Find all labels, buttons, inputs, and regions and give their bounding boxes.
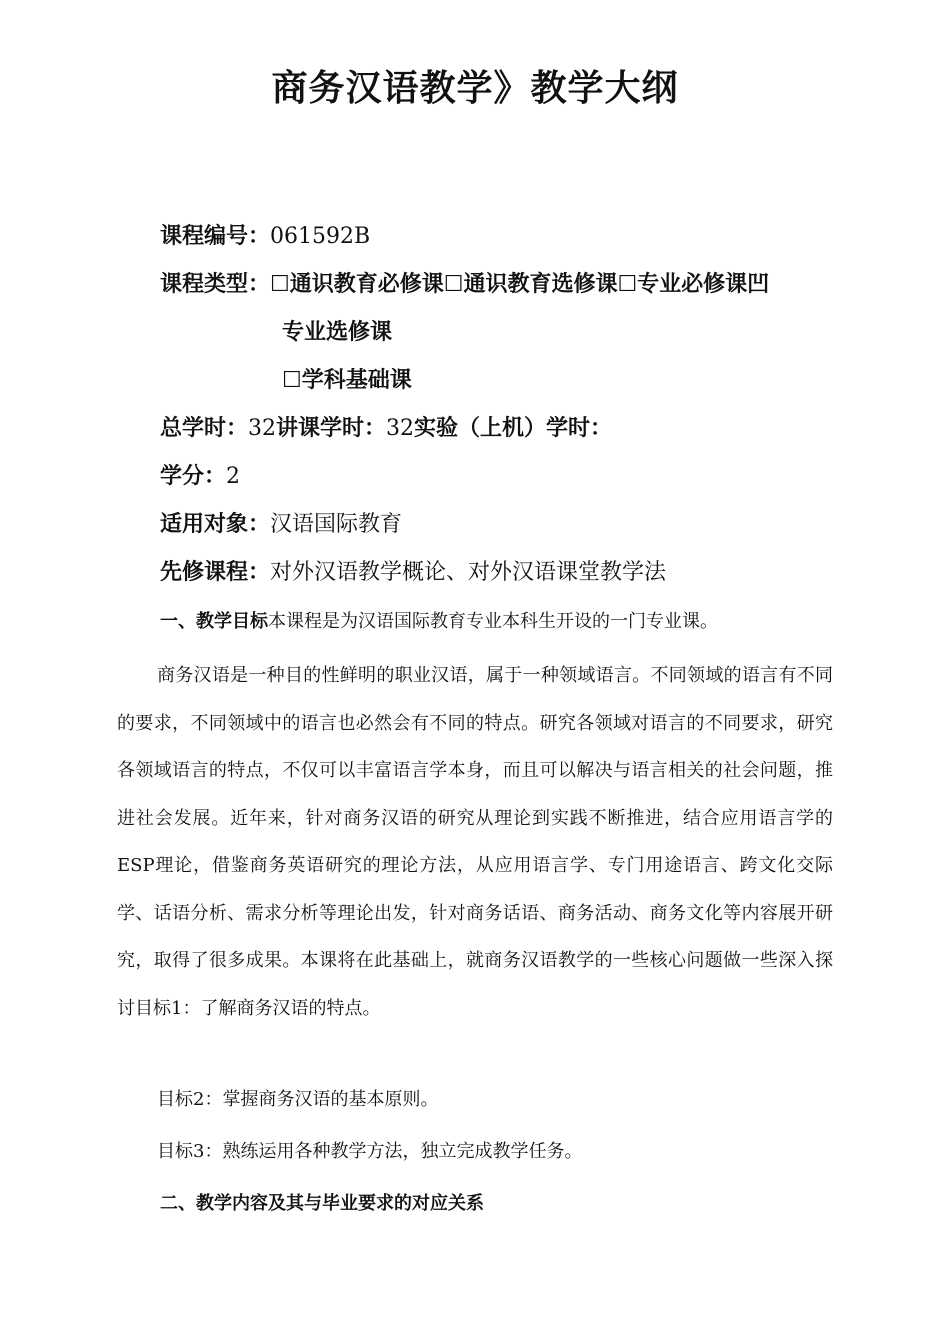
section1-intro: 本课程是为汉语国际教育专业本科生开设的一门专业课。 [268, 611, 718, 632]
course-type-row [160, 270, 769, 300]
prerequisite-label: 先修课程： [160, 560, 271, 585]
audience-value: 汉语国际教育 [270, 512, 403, 537]
audience-label: 适用对象： [160, 512, 271, 537]
document-title: 商务汉语教学》教学大纲 [271, 68, 679, 109]
section1-heading-row [160, 608, 718, 636]
lab-hours-label: 实验（上机）学时： [414, 416, 613, 441]
goal3-paragraph: 目标3：熟练运用各种教学方法，独立完成教学任务。 [157, 1141, 583, 1162]
section1-heading: 一、教学目标 [160, 611, 268, 632]
course-type-options-line2: 专业选修课 [282, 320, 393, 345]
total-hours-label: 总学时： [160, 416, 249, 441]
credit-label: 学分： [160, 464, 227, 489]
section1-body-paragraph: 商务汉语是一种目的性鲜明的职业汉语，属于一种领域语言。不同领域的语言有不同的要求，不同领域中的语言也必然会有不同的特点。研究各领域对语言的不同要求，研究各领域语言的特点，不仅可以丰富语言学本身，而且可以解决与语言相关的社会问题，推进社会发展。近年来，针对商务汉语的研究从理论到实践不断推进，结合应用语言学的ESP理论，借鉴商务英语研究的理论方法，从应用语言学、专门用途语言、跨文化交际学、话语分析、需求分析等理论出发，针对商务话语、商务活动、商务文化等内容展开研究，取得了很多成果。本课将在此基础上，就商务汉语教学的一些核心问题做一些深入探讨目标1：了解商务汉语的特点。 [117, 665, 833, 1019]
credit-value: 2 [226, 464, 241, 489]
section2-heading: 二、教学内容及其与毕业要求的对应关系 [160, 1193, 484, 1214]
credit-row [160, 462, 240, 492]
prerequisite-value: 对外汉语教学概论、对外汉语课堂教学法 [270, 560, 667, 585]
lecture-hours-label: 讲课学时： [276, 416, 387, 441]
total-hours-value: 32 [248, 416, 277, 441]
course-code-value: 061592B [270, 224, 371, 249]
course-code-row [160, 222, 370, 252]
audience-row [160, 510, 402, 540]
course-type-label: 课程类型： [160, 272, 271, 297]
course-type-options-line3: ☐学科基础课 [282, 368, 412, 393]
course-type-options-line1: ☐通识教育必修课☐通识教育选修课☐专业必修课凹 [270, 272, 770, 297]
prerequisite-row [160, 558, 666, 588]
hours-row [160, 414, 612, 444]
lecture-hours-value: 32 [386, 416, 415, 441]
goal2-paragraph: 目标2：掌握商务汉语的基本原则。 [157, 1089, 439, 1110]
course-code-label: 课程编号： [160, 224, 271, 249]
